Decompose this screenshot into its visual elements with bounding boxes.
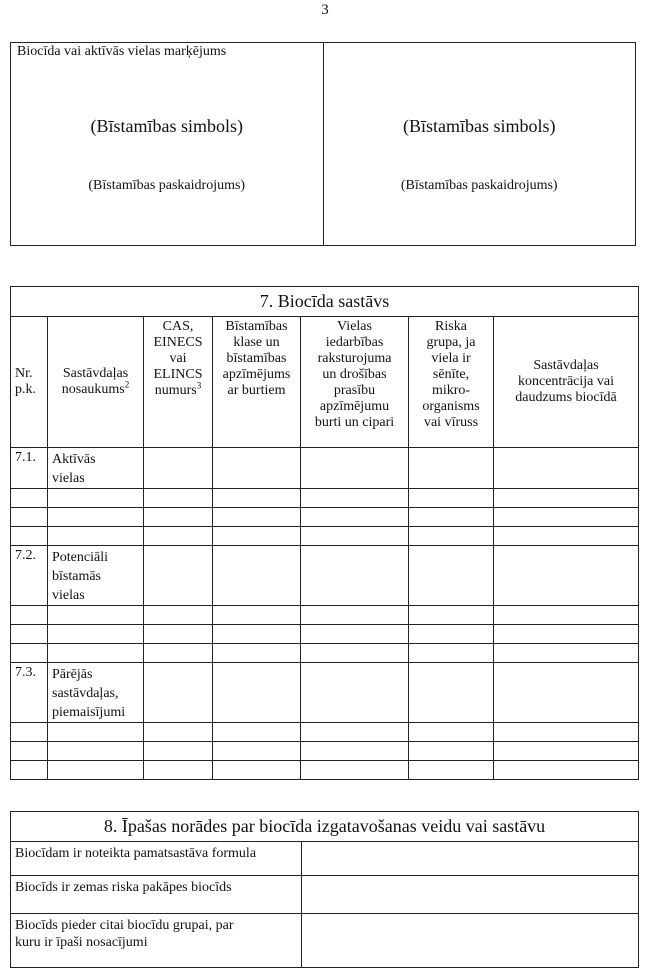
col-header-name: Sastāvdaļas nosaukums$^2$ [48,317,144,448]
group-number: 7.3. [11,663,48,723]
group-name: Aktīvās vielas [48,448,144,489]
table-row [11,742,639,761]
hazard-symbol-right: (Bīstamības simbols) [403,116,556,136]
col-header-concentration: Sastāvdaļas koncentrācija vai daudzums biocīdā [494,317,639,448]
col-header-cas: CAS, EINECS vai ELINCS numurs$^3$ [144,317,213,448]
table-row [11,508,639,527]
table-row [11,606,639,625]
table-row [11,644,639,663]
page-number: 3 [321,2,329,18]
table-row [11,625,639,644]
group-row-other [11,663,639,723]
group-number: 7.1. [11,448,48,489]
special-row-value[interactable] [302,842,639,876]
marking-section [10,42,636,246]
group-name: Potenciāli bīstamās vielas [48,546,144,606]
input-cell[interactable] [301,663,409,723]
group-row-hazardous [11,546,639,606]
table-row [11,842,639,876]
input-cell[interactable] [213,448,301,489]
input-cell[interactable] [144,448,213,489]
table-row [11,489,639,508]
input-cell[interactable] [409,663,494,723]
group-row-active [11,448,639,489]
group-number: 7.2. [11,546,48,606]
table-row [11,723,639,742]
special-notes-title: 8. Īpašas norādes par biocīda izgatavošanas veidu vai sastāvu [11,812,639,842]
input-cell[interactable] [144,663,213,723]
input-cell[interactable] [213,663,301,723]
marking-right-cell [323,43,636,245]
composition-title: 7. Biocīda sastāvs [11,287,639,317]
table-row [11,914,639,968]
input-cell[interactable] [494,546,639,606]
special-row-value[interactable] [302,876,639,914]
special-row-label: Biocīds pieder citai biocīdu grupai, par kuru ir īpaši nosacījumi [11,914,302,968]
group-name: Pārējās sastāvdaļas, piemaisījumi [48,663,144,723]
special-row-label: Biocīdam ir noteikta pamatsastāva formula [11,842,302,876]
input-cell[interactable] [409,448,494,489]
input-cell[interactable] [213,546,301,606]
input-cell[interactable] [409,546,494,606]
input-cell[interactable] [301,546,409,606]
marking-header: Biocīda vai aktīvās vielas marķējums [17,44,227,59]
table-row [11,761,639,780]
hazard-explanation-right: (Bīstamības paskaidrojums) [400,178,558,193]
input-cell[interactable] [144,546,213,606]
col-header-hazard: Bīstamības klase un bīstamības apzīmējums ar burtiem [213,317,301,448]
special-row-value[interactable] [302,914,639,968]
input-cell[interactable] [494,448,639,489]
hazard-explanation-left: (Bīstamības paskaidrojums) [88,178,246,193]
special-notes-table [10,811,639,968]
input-cell[interactable] [301,448,409,489]
col-header-nr: Nr. p.k. [11,317,48,448]
col-header-risk-phrases: Vielas iedarbības raksturojuma un drošības prasību apzīmējumu burti un cipari [301,317,409,448]
col-header-risk-group: Riska grupa, ja viela ir sēnīte, mikro- organisms vai vīruss [409,317,494,448]
table-row [11,876,639,914]
table-row [11,527,639,546]
marking-left-cell [11,43,323,245]
hazard-symbol-left: (Bīstamības simbols) [90,116,243,136]
special-row-label: Biocīds ir zemas riska pakāpes biocīds [11,876,302,914]
input-cell[interactable] [494,663,639,723]
composition-table [10,286,639,780]
